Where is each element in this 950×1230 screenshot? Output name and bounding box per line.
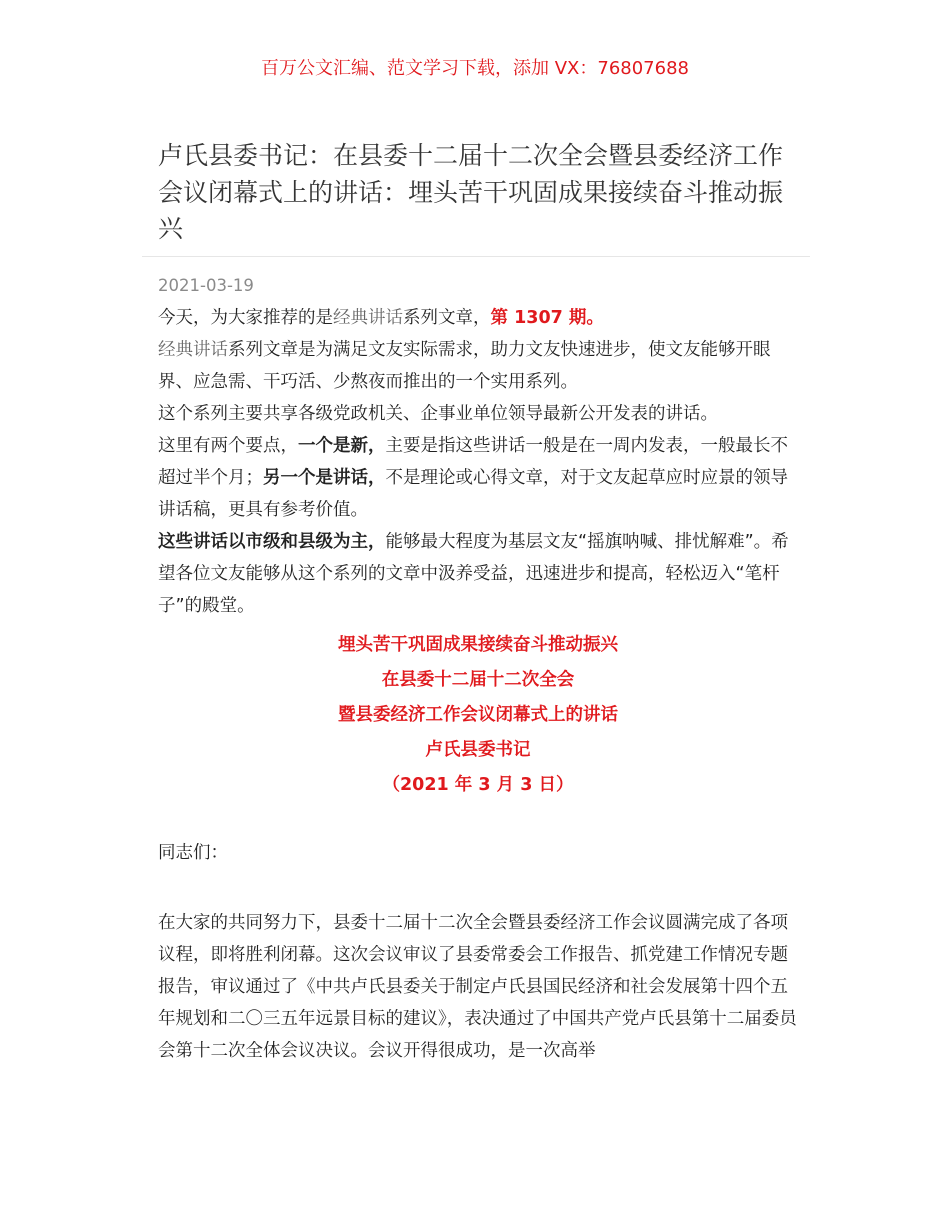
intro-paragraph-5 [158,526,798,622]
intro-paragraph-3: 这个系列主要共享各级党政机关、企事业单位领导最新公开发表的讲话。 [158,404,718,424]
watermark-banner: 百万公文汇编、范文学习下载，添加 VX：76807688 [261,58,689,79]
spacer [158,803,798,837]
intro-text: 能够最大程度为基层文友“摇旗呐喊、排忧解难”。希望各位文友能够从这个系列的文章中汲养受益，迅速进步和提高，轻松迈入“笔杆子”的殿堂。 [158,532,789,616]
salutation: 同志们： [158,843,228,863]
speech-header [158,628,798,803]
speech-speaker: 卢氏县委书记 [425,740,531,760]
intro-text: 不是理论或心得文章，对于文友起草应时应景的领导讲话稿，更具有参考价值。 [158,468,788,520]
intro-text: 今天，为大家推荐的是 [158,308,333,328]
body-paragraph-1: 在大家的共同努力下，县委十二届十二次全会暨县委经济工作会议圆满完成了各项议程，即将胜利闭幕。这次会议审议了县委常委会工作报告、抓党建工作情况专题报告，审议通过了《中共卢氏县委关于制定卢氏县国民经济和社会发展第十四个五年规划和二〇三五年远景目标的建议》，表决通过了中国共产党卢氏县第十二届委员会第十二次全体会议决议。会议开得很成功，是一次高举 [158,913,797,1061]
intro-text: 系列文章是为满足文友实际需求，助力文友快速进步，使文友能够开眼界、应急需、干巧活、少熬夜而推出的一个实用系列。 [158,340,771,392]
publish-date: 2021-03-19 [158,276,254,295]
key-point-speech: 另一个是讲话， [263,468,386,488]
key-point-level: 这些讲话以市级和县级为主， [158,532,386,552]
title-divider [142,256,810,257]
speech-date: （2021 年 3 月 3 日） [382,775,574,795]
issue-number: 第 1307 期。 [490,308,604,328]
series-name: 经典讲话 [333,308,403,328]
intro-paragraph-1 [158,302,798,334]
spacer [158,869,798,907]
intro-paragraph-4 [158,430,798,526]
article-content [158,302,798,1067]
speech-title: 埋头苦干巩固成果接续奋斗推动振兴 [338,635,618,655]
article-title: 卢氏县委书记：在县委十二届十二次全会暨县委经济工作会议闭幕式上的讲话：埋头苦干巩固成果接续奋斗推动振兴 [158,141,784,243]
intro-text: 主要是指这些讲话一般是在一周内发表，一般最长不超过半个月； [158,436,788,488]
intro-text: 系列文章， [403,308,491,328]
intro-paragraph-2 [158,334,798,398]
intro-text: 这里有两个要点， [158,436,298,456]
series-name: 经典讲话 [158,340,228,360]
key-point-new: 一个是新， [298,436,386,456]
speech-occasion-1: 在县委十二届十二次全会 [381,670,575,690]
speech-occasion-2: 暨县委经济工作会议闭幕式上的讲话 [338,705,618,725]
